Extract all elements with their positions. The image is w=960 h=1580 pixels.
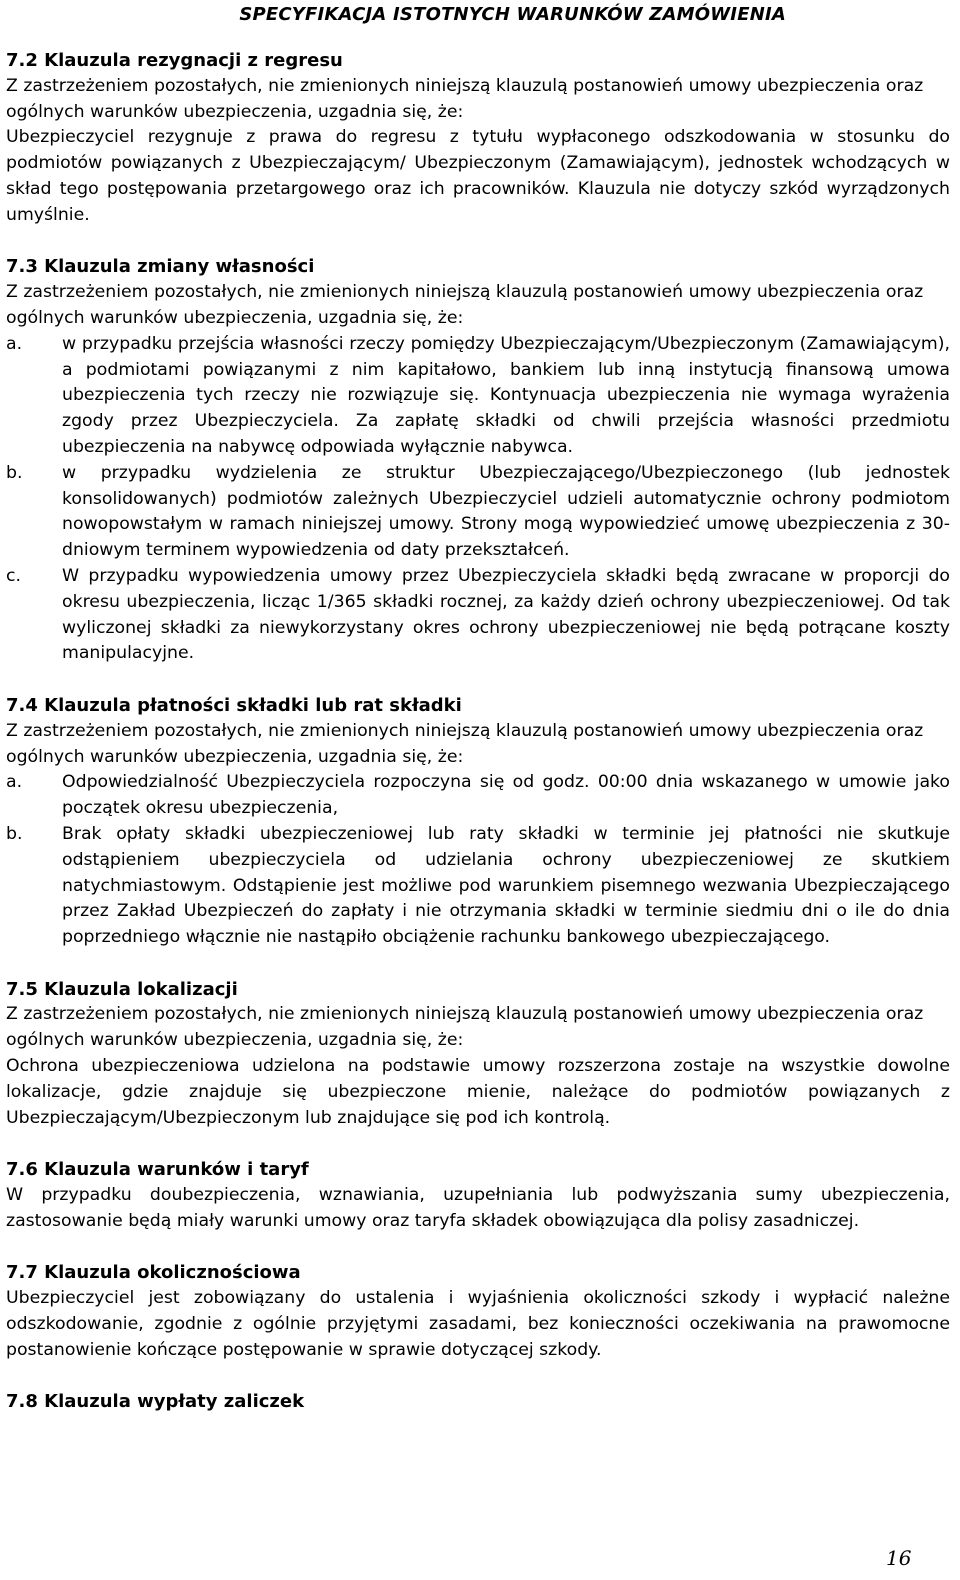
list-marker: b.: [6, 823, 23, 844]
page-number: 16: [886, 1546, 912, 1570]
list-item-text: Odpowiedzialność Ubezpieczyciela rozpoczyna się od godz. 00:00 dnia wskazanego w umowie jako początek okresu ubezpieczenia,: [62, 772, 950, 819]
section-title: 7.6 Klauzula warunków i taryf: [6, 1159, 309, 1181]
section-title: 7.3 Klauzula zmiany własności: [6, 256, 315, 278]
section-intro: Z zastrzeżeniem pozostałych, nie zmienionych niniejszą klauzulą postanowień umowy ubezpieczenia oraz ogólnych warunków ubezpieczenia, uzgadnia się, że:: [6, 720, 924, 767]
document-body: [6, 48, 950, 1415]
list-item-text: Brak opłaty składki ubezpieczeniowej lub raty składki w terminie jej płatności nie skutkuje odstąpieniem ubezpieczyciela od udzielania ochrony ubezpieczeniowej ze skutkiem natychmiastowym. Odstąpienie jest możliwe pod warunkiem pisemnego wezwania Ubezpieczającego przez Zakład Ubezpieczeń do zapłaty i nie otrzymania składki w terminie siedmiu dni o ile do dnia poprzedniego włącznie nie nastąpiło obciążenie rachunku bankowego ubezpieczającego.: [62, 823, 950, 948]
list-item-text: w przypadku przejścia własności rzeczy pomiędzy Ubezpieczającym/Ubezpieczonym (Zamawiającym), a podmiotami powiązanymi z nim kapitałowo, bankiem lub inną instytucją finansową umowa ubezpieczenia tych rzeczy nie rozwiązuje się. Kontynuacja ubezpieczenia nie wymaga wyrażenia zgody przez Ubezpieczyciela. Za zapłatę składki od chwili przejścia własności przedmiotu ubezpieczenia na nabywcę odpowiada wyłącznie nabywca.: [62, 333, 950, 457]
list-marker: b.: [6, 462, 23, 483]
list-marker: a.: [6, 333, 23, 354]
list-item-text: W przypadku wypowiedzenia umowy przez Ubezpieczyciela składki będą zwracane w proporcji do okresu ubezpieczenia, licząc 1/365 składki rocznej, za każdy dzień ochrony ubezpieczeniowej. Od tak wyliczonej składki za niewykorzystany okres ochrony ubezpieczeniowej nie będą potrącane koszty manipulacyjne.: [62, 565, 950, 664]
section-7-7: [6, 1260, 950, 1363]
section-body: Ochrona ubezpieczeniowa udzielona na podstawie umowy rozszerzona zostaje na wszystkie dowolne lokalizacje, gdzie znajduje się ubezpieczone mienie, należące do podmiotów powiązanych z Ubezpieczającym/Ubezpieczonym lub znajdujące się pod ich kontrolą.: [6, 1056, 950, 1128]
section-7-3: [6, 254, 950, 667]
section-7-6: [6, 1157, 950, 1234]
list-item-text: w przypadku wydzielenia ze struktur Ubezpieczającego/Ubezpieczonego (lub jednostek konsolidowanych) podmiotów zależnych Ubezpieczyciel udzieli automatycznie ochrony podmiotom nowopowstałym w ramach niniejszej umowy. Strony mogą wypowiedzieć umowę ubezpieczenia z 30-dniowym terminem wypowiedzenia od daty przekształceń.: [62, 462, 950, 561]
list-item: [6, 332, 950, 461]
list-marker: a.: [6, 772, 23, 793]
clause-list: [6, 770, 950, 951]
section-intro: Z zastrzeżeniem pozostałych, nie zmienionych niniejszą klauzulą postanowień umowy ubezpieczenia oraz ogólnych warunków ubezpieczenia, uzgadnia się, że:: [6, 1004, 924, 1051]
section-7-4: [6, 693, 950, 951]
list-item: [6, 822, 950, 951]
section-body: W przypadku doubezpieczenia, wznawiania, uzupełniania lub podwyższania sumy ubezpieczenia, zastosowanie będą miały warunki umowy oraz taryfa składek obowiązująca dla polisy zasadniczej.: [6, 1185, 950, 1231]
section-title: 7.7 Klauzula okolicznościowa: [6, 1262, 301, 1284]
document-header: SPECYFIKACJA ISTOTNYCH WARUNKÓW ZAMÓWIENIA: [239, 4, 786, 25]
list-item: [6, 461, 950, 564]
section-body: Ubezpieczyciel jest zobowiązany do ustalenia i wyjaśnienia okoliczności szkody i wypłacić należne odszkodowanie, zgodnie z ogólnie przyjętymi zasadami, bez konieczności oczekiwania na prawomocne postanowienie kończące postępowanie w sprawie dotyczącej szkody.: [6, 1288, 950, 1360]
section-7-8: [6, 1389, 950, 1415]
list-marker: c.: [6, 565, 21, 586]
list-item: [6, 770, 950, 822]
section-title: 7.8 Klauzula wypłaty zaliczek: [6, 1391, 305, 1413]
clause-list: [6, 332, 950, 667]
section-intro: Z zastrzeżeniem pozostałych, nie zmienionych niniejszą klauzulą postanowień umowy ubezpieczenia oraz ogólnych warunków ubezpieczenia, uzgadnia się, że:: [6, 282, 924, 328]
list-item: [6, 564, 950, 667]
section-body: Ubezpieczyciel rezygnuje z prawa do regresu z tytułu wypłaconego odszkodowania w stosunku do podmiotów powiązanych z Ubezpieczającym/ Ubezpieczonym (Zamawiającym), jednostek wchodzących w skład tego postępowania przetargowego oraz ich pracowników. Klauzula nie dotyczy szkód wyrządzonych umyślnie.: [6, 127, 950, 225]
section-7-5: [6, 977, 950, 1132]
section-title: 7.4 Klauzula płatności składki lub rat składki: [6, 694, 462, 716]
section-title: 7.5 Klauzula lokalizacji: [6, 978, 238, 1000]
section-intro: Z zastrzeżeniem pozostałych, nie zmienionych niniejszą klauzulą postanowień umowy ubezpieczenia oraz ogólnych warunków ubezpieczenia, uzgadnia się, że:: [6, 75, 924, 122]
section-title: 7.2 Klauzula rezygnacji z regresu: [6, 50, 343, 71]
section-7-2: [6, 48, 950, 229]
